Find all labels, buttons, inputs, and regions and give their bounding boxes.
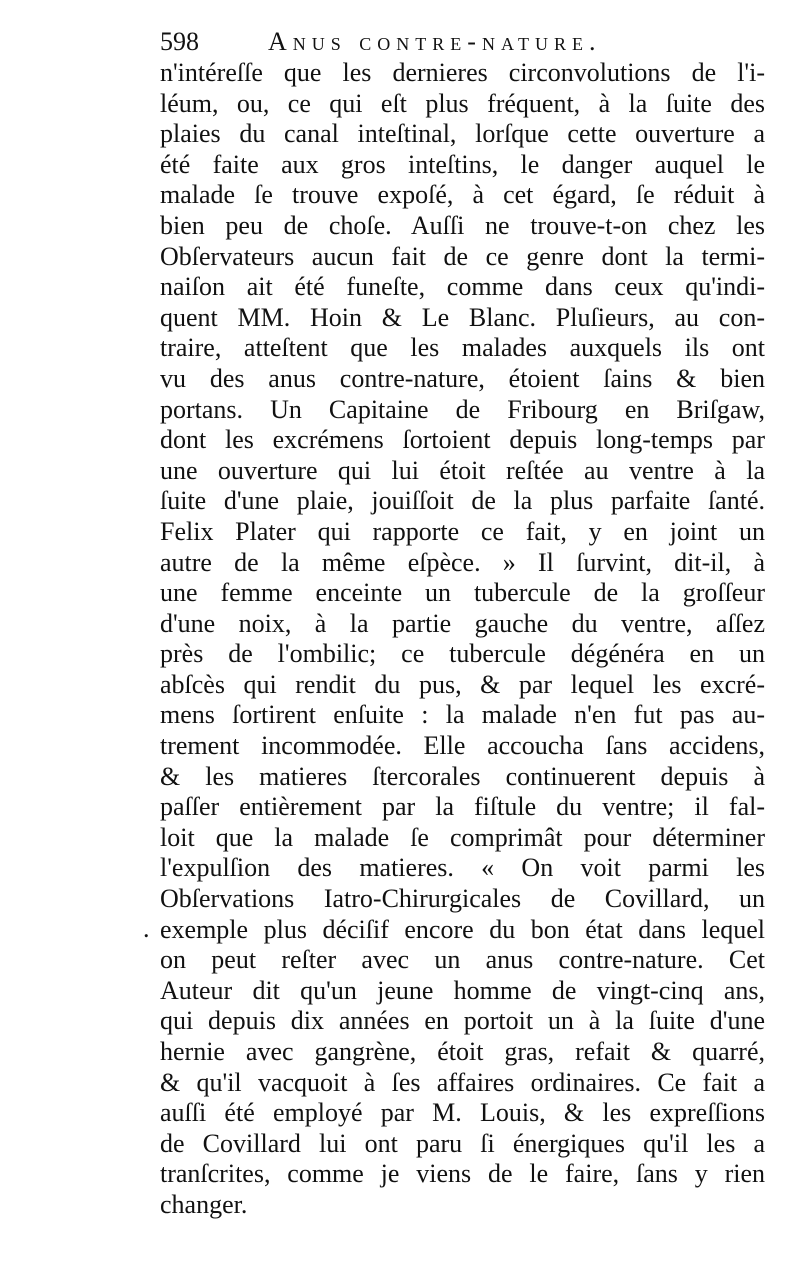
text-line: Obſervateurs aucun fait de ce genre dont la termi- [160, 241, 765, 271]
body-text [160, 58, 765, 1221]
text-line: tranſcrites, comme je viens de le faire, ſans y rien [160, 1159, 765, 1189]
text-line: dont les excrémens ſortoient depuis long-temps par [160, 425, 765, 455]
text-line: exemple plus déciſif encore du bon état dans lequel [160, 914, 765, 944]
text-line: Auteur dit qu'un jeune homme de vingt-cinq ans, [160, 975, 765, 1005]
text-line: l'expulſion des matieres. « On voit parmi les [160, 853, 765, 883]
text-line: d'une noix, à la partie gauche du ventre, aſſez [160, 608, 765, 638]
running-title: Anus contre-nature. [268, 27, 602, 56]
margin-mark: . [143, 914, 150, 943]
text-line: auſſi été employé par M. Louis, & les expreſſions [160, 1098, 765, 1128]
text-line: vu des anus contre-nature, étoient ſains & bien [160, 363, 765, 393]
text-line: on peut reſter avec un anus contre-nature. Cet [160, 945, 765, 975]
page-header [160, 22, 780, 62]
text-line: naiſon ait été funeſte, comme dans ceux qu'indi- [160, 272, 765, 302]
text-line: changer. [160, 1189, 248, 1219]
text-line: traire, atteſtent que les malades auxquels ils ont [160, 333, 765, 363]
text-line: portans. Un Capitaine de Fribourg en Briſgaw, [160, 394, 765, 424]
text-line: & qu'il vacquoit à ſes affaires ordinaires. Ce fait a [160, 1067, 765, 1097]
text-line: malade ſe trouve expoſé, à cet égard, ſe réduit à [160, 180, 765, 210]
text-line: bien peu de choſe. Auſſi ne trouve-t-on chez les [160, 210, 765, 240]
text-line: de Covillard lui ont paru ſi énergiques qu'il les a [160, 1128, 765, 1158]
text-line: ſuite d'une plaie, jouiſſoit de la plus parfaite ſanté. [160, 486, 765, 516]
text-line: une femme enceinte un tubercule de la groſſeur [160, 578, 765, 608]
page-number: 598 [160, 27, 199, 56]
text-line: plaies du canal inteſtinal, lorſque cette ouverture a [160, 119, 765, 149]
text-line: paſſer entièrement par la fiſtule du ventre; il fal- [160, 792, 765, 822]
text-line: autre de la même eſpèce. » Il ſurvint, dit-il, à [160, 547, 765, 577]
text-line: qui depuis dix années en portoit un à la ſuite d'une [160, 1006, 765, 1036]
text-line: abſcès qui rendit du pus, & par lequel les excré- [160, 669, 765, 699]
text-line: Obſervations Iatro-Chirurgicales de Covillard, un [160, 884, 765, 914]
text-line: près de l'ombilic; ce tubercule dégénéra en un [160, 639, 765, 669]
text-line: quent MM. Hoin & Le Blanc. Pluſieurs, au con- [160, 302, 765, 332]
text-line: une ouverture qui lui étoit reſtée au ventre à la [160, 455, 765, 485]
text-line: mens ſortirent enſuite : la malade n'en fut pas au- [160, 700, 765, 730]
text-line: hernie avec gangrène, étoit gras, refait & quarré, [160, 1037, 765, 1066]
text-line: léum, ou, ce qui eſt plus fréquent, à la ſuite des [160, 88, 765, 118]
text-line: trement incommodée. Elle accoucha ſans accidens, [160, 731, 765, 761]
text-line: Felix Plater qui rapporte ce fait, y en joint un [160, 516, 765, 546]
text-line: n'intéreſſe que les dernieres circonvolutions de l'i- [160, 58, 765, 87]
text-line: été faite aux gros inteſtins, le danger auquel le [160, 149, 765, 179]
text-line: loit que la malade ſe comprimât pour déterminer [160, 822, 765, 852]
text-line: & les matieres ſtercorales continuerent depuis à [160, 761, 765, 791]
